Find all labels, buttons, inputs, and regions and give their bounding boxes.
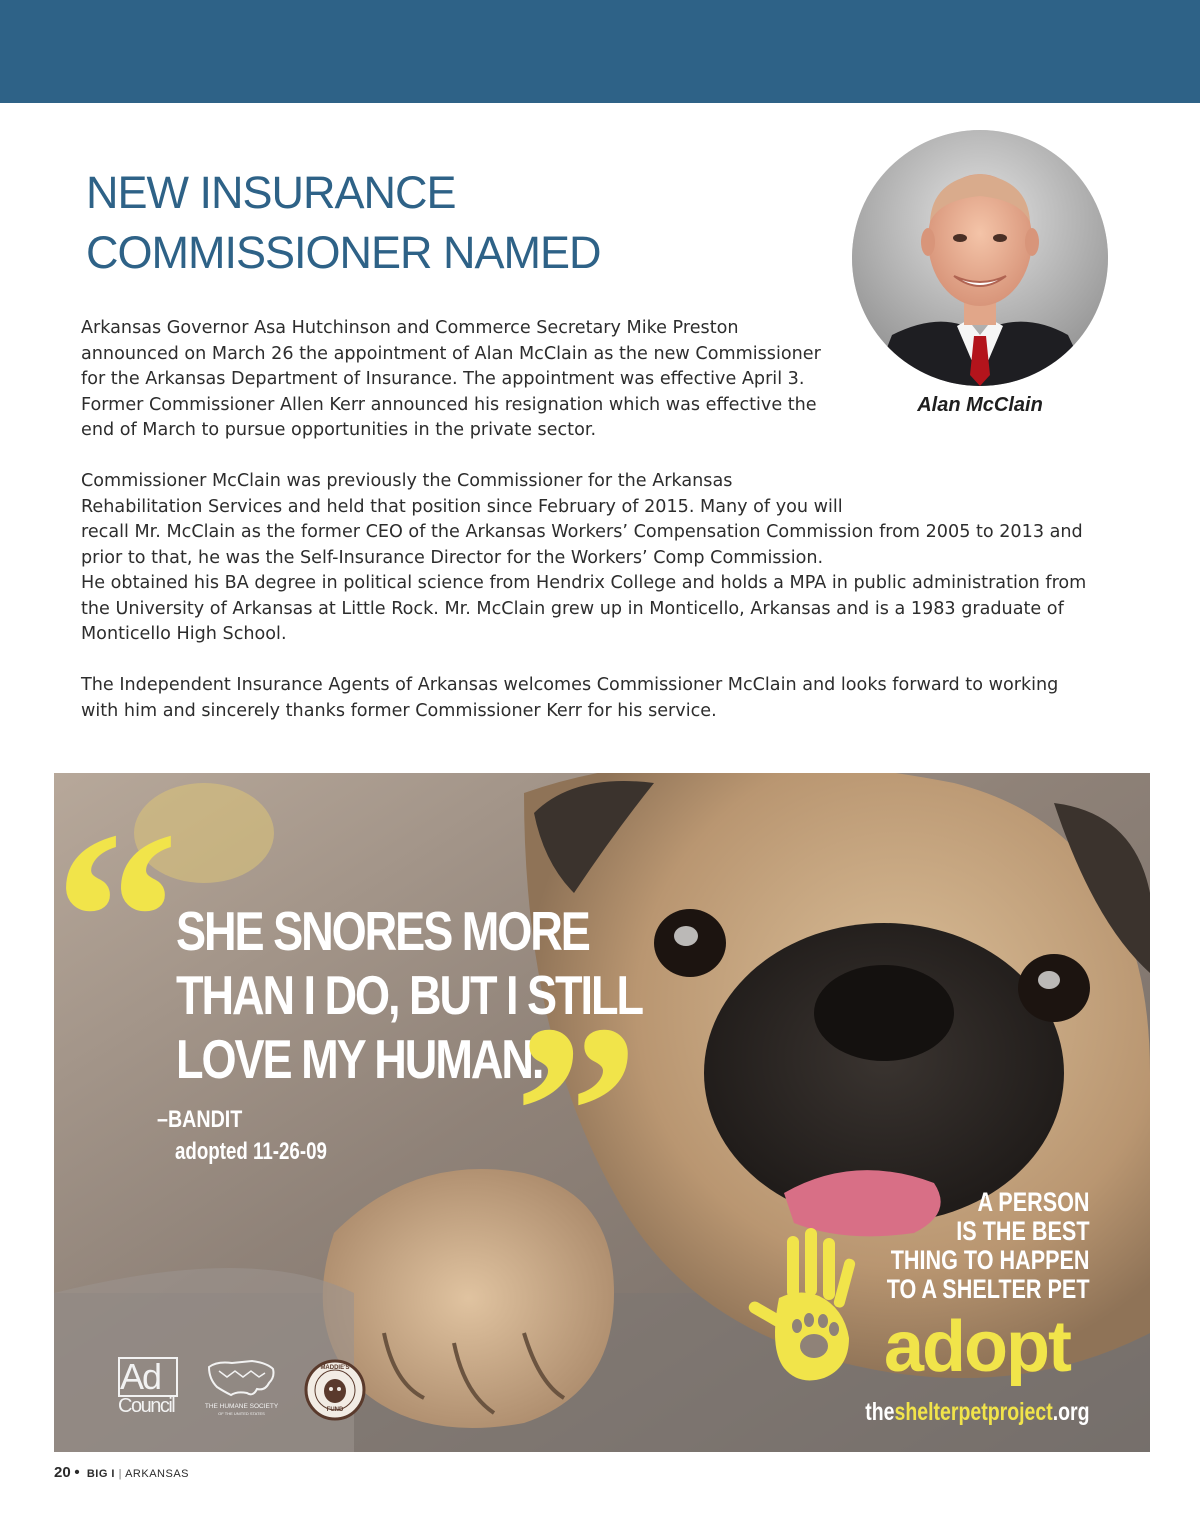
humane-society-line-2: OF THE UNITED STATES — [218, 1411, 265, 1416]
body-line: for the Arkansas Department of Insurance. The appointment was effective April 3. — [81, 369, 805, 389]
body-line: Former Commissioner Allen Kerr announced his resignation which was effective the — [81, 394, 817, 415]
url-suffix: .org — [1053, 1398, 1090, 1426]
body-line: Commissioner McClain was previously the Commissioner for the Arkansas — [81, 471, 733, 491]
tagline-line-2: IS THE BEST — [956, 1216, 1090, 1246]
quote-line-3: LOVE MY HUMAN. — [176, 1028, 543, 1090]
tagline-line-1: A PERSON — [977, 1187, 1090, 1217]
maddies-fund-bottom-label: FUND — [326, 1407, 344, 1413]
humane-society-logo — [199, 1357, 284, 1417]
maddies-fund-top-label: MADDIE'S — [320, 1365, 350, 1371]
photo-caption: Alan McClain — [917, 394, 1043, 416]
body-line: He obtained his BA degree in political science from Hendrix College and holds a MPA in public administration from — [81, 573, 1087, 593]
shelter-pet-advertisement — [54, 773, 1150, 1452]
footer-bullet: • — [74, 1464, 80, 1481]
page-number: 20 — [54, 1464, 71, 1481]
headline-line-1: NEW INSURANCE — [86, 167, 456, 218]
tagline-line-3: THING TO HAPPEN — [891, 1245, 1090, 1275]
headline-line-2: COMMISSIONER NAMED — [86, 227, 601, 278]
paragraph-1 — [81, 316, 1121, 444]
article-headline — [86, 163, 786, 283]
body-line: the University of Arkansas at Little Rock. Mr. McClain grew up in Monticello, Arkansas and is a 1983 graduate of — [81, 598, 1064, 619]
publication-state: ARKANSAS — [125, 1468, 190, 1480]
footer-separator: | — [118, 1468, 122, 1480]
body-line: with him and sincerely thanks former Commissioner Kerr for his service. — [81, 700, 717, 721]
body-line: Rehabilitation Services and held that position since February of 2015. Many of you will — [81, 496, 843, 517]
header-band — [0, 0, 1200, 103]
body-line: The Independent Insurance Agents of Arkansas welcomes Commissioner McClain and looks forward to working — [81, 675, 1059, 695]
quote-attribution-date: adopted 11-26-09 — [175, 1138, 327, 1165]
humane-society-line-1: THE HUMANE SOCIETY — [204, 1403, 279, 1410]
tagline-line-4: TO A SHELTER PET — [887, 1274, 1090, 1304]
quote-line-2: THAN I DO, BUT I STILL — [176, 964, 643, 1026]
publication-name: BIG I — [86, 1468, 115, 1480]
open-quote-mark: “ — [54, 780, 179, 1057]
article-body — [81, 316, 1121, 750]
body-line: end of March to pursue opportunities in the private sector. — [81, 420, 597, 440]
url-prefix: the — [865, 1398, 895, 1426]
body-line: recall Mr. McClain as the former CEO of the Arkansas Workers’ Compensation Commission from 2005 to 2013 and — [81, 522, 1083, 542]
ad-council-line-1: Ad — [120, 1356, 161, 1397]
body-line: announced on March 26 the appointment of Alan McClain as the new Commissioner — [81, 343, 821, 364]
ad-council-line-2: Council — [118, 1395, 175, 1417]
body-line: prior to that, he was the Self-Insurance Director for the Workers’ Comp Commission. — [81, 547, 824, 568]
page-footer — [54, 1464, 189, 1481]
adopt-logo-text: adopt — [884, 1307, 1070, 1387]
shelter-pet-url — [866, 1398, 1090, 1427]
quote-line-1: SHE SNORES MORE — [176, 900, 589, 962]
paragraph-3 — [81, 673, 1121, 724]
body-line: Monticello High School. — [81, 624, 287, 644]
us-map-icon — [207, 1357, 277, 1401]
close-quote-mark: ” — [514, 974, 639, 1251]
ad-council-logo — [118, 1357, 178, 1417]
url-highlight: shelterpetproject — [894, 1398, 1054, 1426]
quote-attribution-name: –BANDIT — [157, 1106, 243, 1133]
maddies-fund-logo — [304, 1359, 366, 1421]
ad-tagline — [887, 1188, 1090, 1304]
paragraph-2 — [81, 469, 1121, 648]
handprint-icon — [739, 1228, 889, 1388]
body-line: Arkansas Governor Asa Hutchinson and Commerce Secretary Mike Preston — [81, 318, 739, 338]
